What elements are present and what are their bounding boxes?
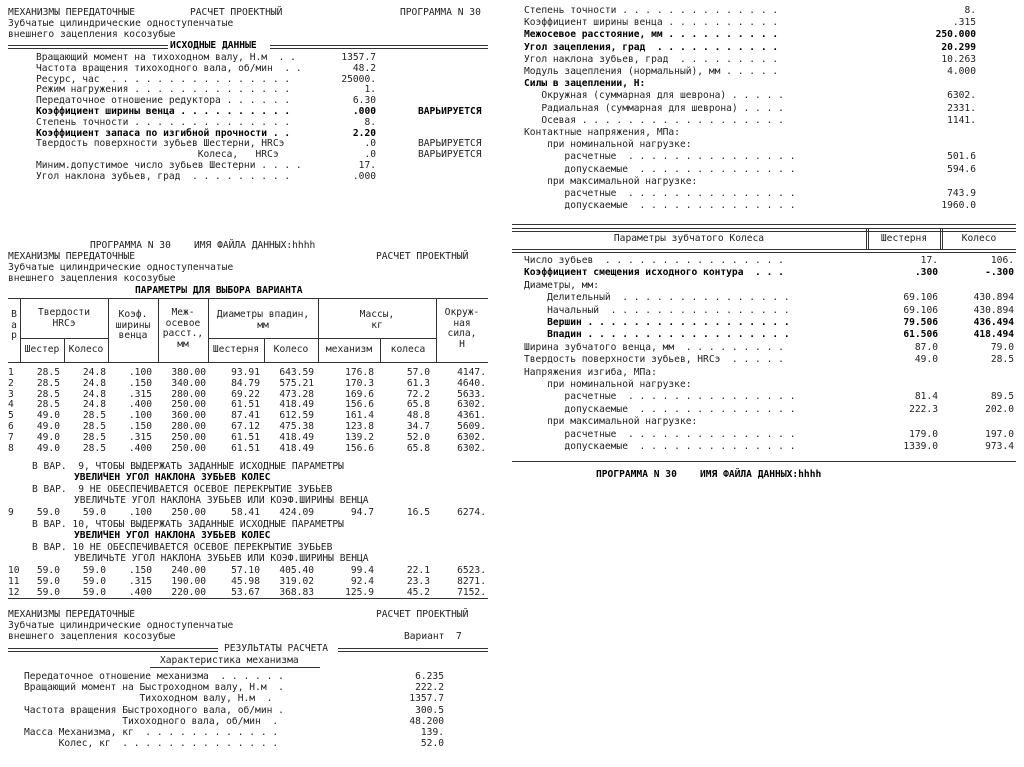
table-cell: 8	[8, 442, 14, 454]
result-value: 300.5	[415, 704, 444, 716]
table-cell: 240.00	[171, 565, 206, 576]
field-label: Миним.допустимое число зубьев Шестерни . . . .	[36, 160, 302, 171]
note: В ВАР. 9 НЕ ОБЕСПЕЧИВАЕТСЯ ОСЕВОЕ ПЕРЕКРЫТИЕ ЗУБЬЕВ	[32, 484, 333, 495]
note: УВЕЛИЧЕН УГОЛ НАКЛОНА ЗУБЬЕВ КОЛЕС	[74, 472, 271, 483]
gear-param-label: Коэффициент смещения исходного контура . . .	[524, 267, 784, 279]
param-label: Межосевое расстояние, мм . . . . . . . . . .	[524, 29, 779, 41]
table-cell: .100	[128, 507, 152, 518]
table-cell: 28.5	[82, 421, 106, 432]
param-value: 250.000	[935, 29, 976, 41]
gear-param-label: Ширина зубчатого венца, мм . . . . . . . . .	[524, 341, 784, 353]
field-value: 6.30	[352, 95, 376, 107]
param-label: допускаемые . . . . . . . . . . . . . .	[524, 200, 796, 212]
table-cell: 87.41	[231, 410, 260, 422]
table-cell: 250.00	[171, 507, 206, 518]
table-cell: 59.0	[82, 507, 106, 518]
table-cell: .150	[128, 421, 152, 432]
gear-param-label: Твердость поверхности зубьев, HRCэ . . . . .	[524, 354, 784, 366]
param-value: 501.6	[947, 151, 976, 163]
calc-type: РАСЧЕТ ПРОЕКТНЫЙ	[376, 609, 469, 620]
result-value: 1357.7	[409, 693, 444, 705]
param-label: допускаемые . . . . . . . . . . . . . .	[524, 163, 796, 175]
table-cell: 280.00	[171, 388, 206, 400]
wheel-value: 106.	[990, 255, 1014, 266]
table-cell: 612.59	[279, 410, 314, 422]
param-value: 594.6	[947, 163, 976, 175]
gear-param-label: при максимальной нагрузке:	[524, 416, 698, 428]
table-cell: 28.5	[36, 399, 60, 411]
table-cell: 65.8	[406, 399, 430, 411]
table-cell: 28.5	[36, 388, 60, 400]
result-value: 52.0	[420, 738, 444, 750]
table-cell: 57.0	[406, 367, 430, 378]
field-value: 8.	[364, 116, 376, 128]
field-value: .000	[352, 106, 376, 117]
table-cell: .100	[128, 367, 152, 378]
param-label: при максимальной нагрузке:	[524, 175, 698, 187]
table-cell: 16.5	[406, 507, 430, 518]
field-value: 25000.	[341, 73, 376, 85]
gear-param-label: Делительный . . . . . . . . . . . . . . .	[524, 292, 790, 304]
table-cell: 340.00	[171, 377, 206, 389]
gear-param-label: допускаемые . . . . . . . . . . . . . .	[524, 403, 796, 415]
result-value: 6.235	[415, 671, 444, 682]
program-header: ПРОГРАММА N 30 ИМЯ ФАЙЛА ДАННЫХ:hhhh	[90, 240, 316, 251]
table-cell: 4	[8, 399, 14, 411]
field-label: Степень точности . . . . . . . . . . . . . .	[36, 116, 291, 128]
param-value: 743.9	[947, 188, 976, 199]
table-cell: 57.10	[231, 565, 260, 576]
table-cell: 23.3	[406, 575, 430, 587]
result-label: Масса Механизма, кг . . . . . . . . . . . .	[24, 727, 279, 738]
col-hardness: Твердости HRCэ	[38, 307, 90, 329]
wheel-value: 202.0	[985, 403, 1014, 415]
param-value: 1141.	[947, 114, 976, 126]
field-label: Угол наклона зубьев, град . . . . . . . . .	[36, 170, 291, 182]
table-cell: 7152.	[457, 586, 486, 598]
pinion-value: 222.3	[909, 403, 938, 415]
result-value: 48.200	[409, 715, 444, 727]
table-cell: 475.38	[279, 421, 314, 432]
table-cell: 72.2	[406, 388, 430, 400]
table-cell: 45.98	[231, 575, 260, 587]
table-cell: 69.22	[231, 388, 260, 400]
col-root-wheel: Колесо	[273, 344, 309, 355]
field-value: 1.	[364, 84, 376, 96]
field-label: Режим нагружения . . . . . . . . . . . . . .	[36, 84, 291, 96]
table-cell: 161.4	[345, 410, 374, 422]
param-label: Силы в зацеплении, Н:	[524, 78, 646, 90]
col-mass-wheels: колеса	[390, 344, 426, 355]
table-cell: 139.2	[345, 431, 374, 443]
table-cell: 24.8	[82, 399, 106, 411]
section-title: РЕЗУЛЬТАТЫ РАСЧЕТА	[224, 643, 328, 654]
mechanism-title: МЕХАНИЗМЫ ПЕРЕДАТОЧНЫЕ	[8, 609, 136, 620]
table-cell: 424.09	[279, 507, 314, 518]
field-label: Частота вращения тихоходного вала, об/мин . .	[36, 62, 302, 74]
table-cell: 190.00	[171, 575, 206, 587]
pinion-value: 1339.0	[903, 441, 938, 452]
col-mass-mechanism: механизм	[325, 344, 373, 355]
table-cell: 7	[8, 431, 14, 443]
table-cell: 6	[8, 421, 14, 432]
table-cell: 58.41	[231, 507, 260, 518]
gear-type-line2: внешнего зацепления косозубые	[8, 631, 176, 642]
table-cell: 250.00	[171, 431, 206, 443]
table-cell: 6302.	[457, 399, 486, 411]
gear-param-label: Впадин . . . . . . . . . . . . . . . . . .	[524, 329, 790, 341]
table-cell: 84.79	[231, 377, 260, 389]
note: В ВАР. 10 НЕ ОБЕСПЕЧИВАЕТСЯ ОСЕВОЕ ПЕРЕКРЫТИЕ ЗУБЬЕВ	[32, 542, 333, 553]
table-cell: 156.6	[345, 399, 374, 411]
field-value: 48.2	[352, 62, 376, 74]
table-cell: 8271.	[457, 575, 486, 587]
table-cell: 125.9	[345, 586, 374, 598]
table-cell: 176.8	[345, 367, 374, 378]
table-cell: 49.0	[36, 410, 60, 422]
result-label: Колес, кг . . . . . . . . . . . . . .	[24, 738, 279, 750]
table-cell: 59.0	[82, 575, 106, 587]
table-cell: 280.00	[171, 421, 206, 432]
table-cell: 368.83	[279, 586, 314, 598]
col-center-distance: Меж- осевое расст., мм	[162, 307, 204, 350]
wheel-value: -.300	[985, 267, 1014, 279]
param-value: 10.263	[941, 53, 976, 65]
varied-flag: ВАРЬИРУЕТСЯ	[418, 138, 482, 150]
table-cell: .400	[128, 442, 152, 454]
gear-param-label: при номинальной нагрузке:	[524, 379, 692, 390]
param-label: при номинальной нагрузке:	[524, 139, 692, 151]
gear-type-line2: внешнего зацепления косозубые	[8, 273, 176, 284]
field-value: .0	[364, 149, 376, 161]
col-root-diameters: Диаметры впадин, мм	[216, 309, 310, 331]
field-label: Вращающий момент на тихоходном валу, Н.м . .	[36, 52, 296, 63]
wheel-value: 430.894	[973, 292, 1014, 304]
wheel-value: 418.494	[973, 329, 1014, 341]
table-cell: 49.0	[36, 431, 60, 443]
table-cell: 61.51	[231, 399, 260, 411]
field-value: 2.20	[352, 127, 376, 139]
pinion-value: 69.106	[903, 292, 938, 304]
table-cell: 61.3	[406, 377, 430, 389]
table-cell: 380.00	[171, 367, 206, 378]
table-cell: .315	[128, 388, 152, 400]
result-value: 139.	[420, 727, 444, 738]
table-cell: 12	[8, 586, 20, 598]
table-cell: 99.4	[350, 565, 374, 576]
table-cell: 59.0	[82, 586, 106, 598]
gear-param-label: Вершин . . . . . . . . . . . . . . . . . .	[524, 317, 790, 328]
table-cell: 2	[8, 377, 14, 389]
note: УВЕЛИЧЕН УГОЛ НАКЛОНА ЗУБЬЕВ КОЛЕС	[74, 530, 271, 541]
calc-type: РАСЧЕТ ПРОЕКТНЫЙ	[376, 251, 469, 262]
table-title: ПАРАМЕТРЫ ДЛЯ ВЫБОРА ВАРИАНТА	[135, 285, 303, 296]
calc-type: РАСЧЕТ ПРОЕКТНЫЙ	[190, 7, 283, 18]
field-value: .000	[352, 170, 376, 182]
col-parameter: Параметры зубчатого Колеса	[613, 233, 765, 244]
table-cell: 59.0	[36, 507, 60, 518]
field-label: Передаточное отношение редуктора . . . . . .	[36, 95, 291, 107]
mechanism-title: МЕХАНИЗМЫ ПЕРЕДАТОЧНЫЕ	[8, 251, 136, 262]
table-cell: .400	[128, 586, 152, 598]
table-cell: 250.00	[171, 399, 206, 411]
param-label: расчетные . . . . . . . . . . . . . . .	[524, 188, 796, 199]
param-value: 4.000	[947, 66, 976, 77]
field-value: 1357.7	[341, 52, 376, 63]
field-label: Коэффициент запаса по изгибной прочности . .	[36, 127, 291, 139]
table-cell: 10	[8, 565, 20, 576]
table-cell: 6523.	[457, 565, 486, 576]
table-cell: 49.0	[36, 421, 60, 432]
table-cell: 250.00	[171, 442, 206, 454]
table-cell: .150	[128, 377, 152, 389]
gear-type-line1: Зубчатые цилиндрические одноступенчатые	[8, 18, 234, 29]
col-variant: В а р	[11, 309, 17, 342]
col-tangential-force: Окруж- ная сила, Н	[444, 307, 480, 350]
field-value: .0	[364, 138, 376, 150]
note: УВЕЛИЧЬТЕ УГОЛ НАКЛОНА ЗУБЬЕВ ИЛИ КОЭФ.ШИРИНЫ ВЕНЦА	[74, 553, 369, 564]
table-cell: 220.00	[171, 586, 206, 598]
table-cell: 11	[8, 575, 20, 587]
col-wheel: Колесо	[961, 233, 997, 244]
col-root-pinion: Шестерня	[212, 344, 260, 355]
table-cell: 59.0	[36, 565, 60, 576]
table-cell: .100	[128, 410, 152, 422]
table-cell: 6302.	[457, 431, 486, 443]
varied-flag: ВАРЬИРУЕТСЯ	[418, 149, 482, 161]
table-cell: 4361.	[457, 410, 486, 422]
table-cell: 643.59	[279, 367, 314, 378]
wheel-value: 430.894	[973, 304, 1014, 316]
result-label: Частота вращения Быстроходного вала, об/мин .	[24, 704, 284, 716]
table-cell: 6274.	[457, 507, 486, 518]
param-value: .315	[952, 17, 976, 29]
table-cell: 5609.	[457, 421, 486, 432]
table-cell: 319.02	[279, 575, 314, 587]
param-label: Осевая . . . . . . . . . . . . . . . . . .	[524, 114, 784, 126]
pinion-value: 179.0	[909, 428, 938, 440]
wheel-value: 436.494	[973, 317, 1014, 328]
param-label: Модуль зацепления (нормальный), мм . . . . .	[524, 66, 779, 77]
note: В ВАР. 10, ЧТОБЫ ВЫДЕРЖАТЬ ЗАДАННЫЕ ИСХОДНЫЕ ПАРАМЕТРЫ	[32, 519, 344, 530]
table-cell: .315	[128, 431, 152, 443]
table-cell: 418.49	[279, 442, 314, 454]
table-cell: 65.8	[406, 442, 430, 454]
param-label: Коэффициент ширины венца . . . . . . . . . .	[524, 17, 779, 29]
pinion-value: 87.0	[914, 341, 938, 353]
divider	[270, 45, 488, 49]
table-cell: 52.0	[406, 431, 430, 443]
table-cell: 170.3	[345, 377, 374, 389]
table-cell: 4640.	[457, 377, 486, 389]
col-masses: Массы, кг	[359, 309, 395, 331]
wheel-value: 28.5	[990, 354, 1014, 366]
table-cell: 169.6	[345, 388, 374, 400]
param-label: Окружная (суммарная для шеврона) . . . . .	[524, 90, 784, 102]
result-label: Тихоходного вала, об/мин .	[24, 715, 279, 727]
field-label: Коэффициент ширины венца . . . . . . . . . .	[36, 106, 291, 117]
pinion-value: 69.106	[903, 304, 938, 316]
result-label: Передаточное отношение механизма . . . . . .	[24, 671, 284, 682]
gear-type-line2: внешнего зацепления косозубые	[8, 29, 176, 40]
param-value: 2331.	[947, 102, 976, 114]
wheel-value: 973.4	[985, 441, 1014, 452]
table-cell: 45.2	[406, 586, 430, 598]
section-title: ИСХОДНЫЕ ДАННЫЕ	[170, 40, 257, 51]
field-label: Ресурс, час . . . . . . . . . . . . . . . .	[36, 73, 291, 85]
table-cell: 94.7	[350, 507, 374, 518]
table-cell: 22.1	[406, 565, 430, 576]
wheel-value: 197.0	[985, 428, 1014, 440]
gear-param-label: расчетные . . . . . . . . . . . . . . .	[524, 391, 796, 403]
field-label: Твердость поверхности зубьев Шестерни, HRCэ	[36, 138, 285, 150]
table-cell: 405.40	[279, 565, 314, 576]
subsection-title: Характеристика механизма	[160, 655, 299, 666]
col-pinion: Шестерня	[880, 233, 928, 244]
table-cell: .400	[128, 399, 152, 411]
col-pinion: Шестер	[24, 344, 60, 355]
table-cell: 24.8	[82, 377, 106, 389]
pinion-value: 17.	[920, 255, 938, 266]
pinion-value: 49.0	[914, 354, 938, 366]
table-cell: 5	[8, 410, 14, 422]
gear-param-label: Диаметры, мм:	[524, 279, 600, 291]
table-cell: 59.0	[82, 565, 106, 576]
gear-param-label: Число зубьев . . . . . . . . . . . . . . . .	[524, 255, 784, 266]
table-cell: 48.8	[406, 410, 430, 422]
table-cell: 59.0	[36, 586, 60, 598]
wheel-value: 89.5	[990, 391, 1014, 403]
field-value: 17.	[358, 160, 376, 171]
mechanism-title: МЕХАНИЗМЫ ПЕРЕДАТОЧНЫЕ	[8, 7, 136, 18]
table-cell: 92.4	[350, 575, 374, 587]
table-cell: 34.7	[406, 421, 430, 432]
result-label: Тихоходном валу, Н.м .	[24, 693, 273, 705]
varied-flag: ВАРЬИРУЕТСЯ	[418, 106, 482, 117]
param-label: Угол зацепления, град . . . . . . . . . . .	[524, 41, 779, 53]
pinion-value: 61.506	[903, 329, 938, 341]
param-label: Контактные напряжения, МПа:	[524, 127, 680, 138]
table-cell: 156.6	[345, 442, 374, 454]
param-label: Угол наклона зубьев, град . . . . . . . . .	[524, 53, 779, 65]
table-cell: 575.21	[279, 377, 314, 389]
result-value: 222.2	[415, 682, 444, 694]
table-cell: 418.49	[279, 431, 314, 443]
table-cell: 28.5	[82, 442, 106, 454]
gear-type-line1: Зубчатые цилиндрические одноступенчатые	[8, 262, 234, 273]
table-cell: 93.91	[231, 367, 260, 378]
note: В ВАР. 9, ЧТОБЫ ВЫДЕРЖАТЬ ЗАДАННЫЕ ИСХОДНЫЕ ПАРАМЕТРЫ	[32, 461, 344, 472]
gear-param-label: допускаемые . . . . . . . . . . . . . .	[524, 441, 796, 452]
param-value: 1960.0	[941, 200, 976, 212]
table-cell: 24.8	[82, 367, 106, 378]
gear-param-label: Начальный . . . . . . . . . . . . . . . .	[524, 304, 790, 316]
param-value: 20.299	[941, 41, 976, 53]
param-value: 8.	[964, 5, 976, 16]
param-label: Радиальная (суммарная для шеврона) . . . .	[524, 102, 784, 114]
table-cell: 59.0	[36, 575, 60, 587]
result-label: Вращающий момент на Быстроходном валу, Н.м .	[24, 682, 284, 694]
gear-param-label: Напряжения изгиба, МПа:	[524, 366, 657, 378]
variant-label: Вариант 7	[404, 631, 462, 642]
param-label: Степень точности . . . . . . . . . . . . . .	[524, 5, 779, 16]
gear-param-label: расчетные . . . . . . . . . . . . . . .	[524, 428, 796, 440]
wheel-value: 79.0	[990, 341, 1014, 353]
table-cell: 61.51	[231, 431, 260, 443]
table-cell: 4147.	[457, 367, 486, 378]
param-label: расчетные . . . . . . . . . . . . . . .	[524, 151, 796, 163]
table-cell: 1	[8, 367, 14, 378]
program-number: ПРОГРАММА N 30	[400, 7, 481, 18]
table-cell: 123.8	[345, 421, 374, 432]
table-cell: 9	[8, 507, 14, 518]
param-value: 6302.	[947, 90, 976, 102]
table-cell: 5633.	[457, 388, 486, 400]
table-cell: 360.00	[171, 410, 206, 422]
note: УВЕЛИЧЬТЕ УГОЛ НАКЛОНА ЗУБЬЕВ ИЛИ КОЭФ.ШИРИНЫ ВЕНЦА	[74, 495, 369, 506]
pinion-value: 79.506	[903, 317, 938, 328]
table-cell: 418.49	[279, 399, 314, 411]
table-cell: 49.0	[36, 442, 60, 454]
col-wheel: Колесо	[68, 344, 104, 355]
table-cell: 28.5	[36, 367, 60, 378]
table-cell: 6302.	[457, 442, 486, 454]
gear-type-line1: Зубчатые цилиндрические одноступенчатые	[8, 620, 234, 631]
table-cell: 28.5	[36, 377, 60, 389]
table-cell: 67.12	[231, 421, 260, 432]
table-cell: 3	[8, 388, 14, 400]
table-cell: .150	[128, 565, 152, 576]
table-cell: 28.5	[82, 431, 106, 443]
table-cell: 53.67	[231, 586, 260, 598]
table-cell: 28.5	[82, 410, 106, 422]
field-label: Колеса, HRCэ	[36, 149, 279, 161]
table-cell: 473.28	[279, 388, 314, 400]
table-cell: .315	[128, 575, 152, 587]
divider	[8, 45, 168, 49]
table-cell: 61.51	[231, 442, 260, 454]
col-width-coef: Коэф. ширины венца	[115, 309, 151, 342]
program-footer: ПРОГРАММА N 30 ИМЯ ФАЙЛА ДАННЫХ:hhhh	[596, 469, 822, 480]
pinion-value: 81.4	[914, 391, 938, 403]
pinion-value: .300	[914, 267, 938, 279]
table-cell: 24.8	[82, 388, 106, 400]
